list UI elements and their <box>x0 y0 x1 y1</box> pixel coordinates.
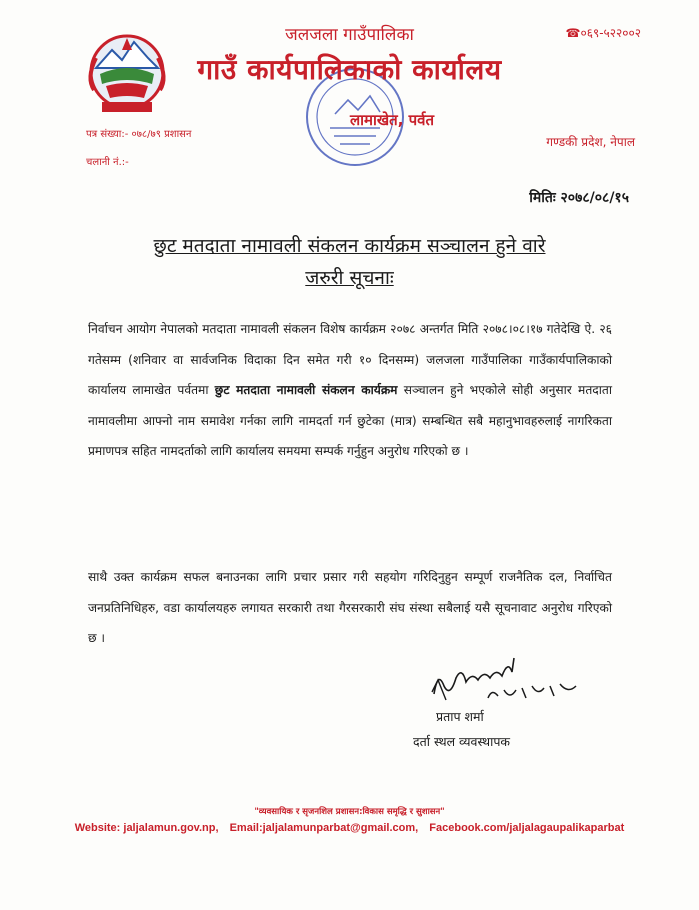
municipality-name: जलजला गाउँपालिका <box>285 25 414 45</box>
body-paragraph-2: साथै उक्त कार्यक्रम सफल बनाउनका लागि प्रचार प्रसार गरी सहयोग गरिदिनुहुन सम्पूर्ण राजनैतिक दल, निर्वाचित जनप्रतिनिधिहरु, वडा कार्यालयहरु लगायत सरकारी तथा गैरसरकारी संघ संस्था सबैलाई यसै सूचनावाट अनुरोध गरिएको छ । <box>88 570 612 645</box>
letter-number: पत्र संख्या:- ०७८/७९ प्रशासन <box>86 129 192 140</box>
signer-designation: दर्ता स्थल व्यवस्थापक <box>413 734 511 749</box>
office-location: लामाखेत, पर्वत <box>350 111 435 129</box>
phone-number: ☎०६९-५२२००२ <box>565 26 641 40</box>
body-paragraph-1-start: निर्वाचन आयोग नेपालको मतदाता नामावली संकलन विशेष कार्यक्रम २०७८ अन्तर्गत मिति २०७८।०८।१७ गतेदेखि ऐ. २६ गतेसम्म (शनिवार वा सार्वजनिक विदाका दिन समेत गरी १० दिनसम्म) जलजला गाउँपालिका गाउँकार्यपालिकाको कार्यालय लामाखेत पर्वतमा <box>88 322 612 397</box>
handwritten-signature <box>428 650 588 708</box>
subject-line-1: छुट मतदाता नामावली संकलन कार्यक्रम सञ्चालन हुने वारे <box>153 235 546 257</box>
body-paragraph-1-end: सञ्चालन हुने भएकोले सोही अनुसार मतदाता नामावलीमा आफ्नो नाम समावेश गर्नका लागि नामदर्ता गर्न छुटेका (मात्र) सम्बन्धित सबै महानुभावहरुलाई नागरिकता प्रमाणपत्र सहित नामदर्ताको लागि कार्यालय समयमा सम्पर्क गर्नुहुन अनुरोध गरिएको छ । <box>88 383 613 458</box>
body-paragraph-1 <box>88 314 612 467</box>
footer-facebook[interactable]: Facebook.com/jaljalagaupalikaparbat <box>429 822 625 834</box>
letter-date: मितिः २०७८/०८/१५ <box>529 190 629 206</box>
office-title: गाउँ कार्यपालिकाको कार्यालय <box>197 53 502 86</box>
dispatch-number: चलानी नं.:- <box>86 157 129 168</box>
body-paragraph-1-emphasis: छुट मतदाता नामावली संकलन कार्यक्रम <box>214 383 398 397</box>
footer-contacts <box>0 822 699 834</box>
footer-website[interactable]: Website: jaljalamun.gov.np, <box>74 822 219 834</box>
subject-line-2: जरुरी सूचनाः <box>305 267 394 289</box>
footer-email[interactable]: Email:jaljalamunparbat@gmail.com, <box>229 822 419 834</box>
province-label: गण्डकी प्रदेश, नेपाल <box>546 135 635 149</box>
footer-slogan: "व्यवसायिक र सृजनशिल प्रशासन:विकास समृद्धि र सुशासन" <box>254 807 445 817</box>
signer-name: प्रताप शर्मा <box>436 709 484 724</box>
